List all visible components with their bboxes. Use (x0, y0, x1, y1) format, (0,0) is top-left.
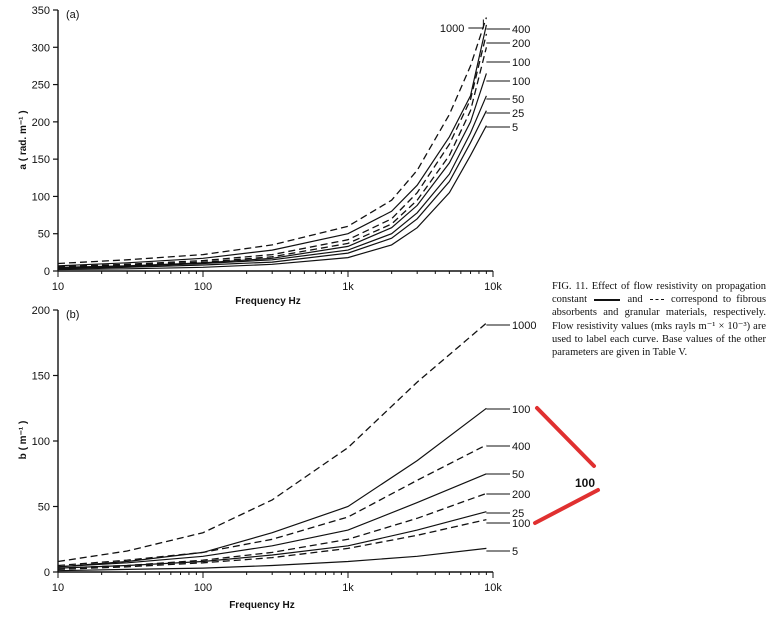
series-label: 1000 (439, 23, 465, 35)
series-line-100 (58, 47, 486, 267)
x-tick-label: 10k (484, 281, 502, 293)
series-label: 5 (512, 546, 519, 558)
x-axis-label: Frequency Hz (229, 600, 295, 611)
series-line-100 (58, 73, 486, 267)
y-tick-label: 300 (31, 42, 50, 55)
annotation-stroke-lower (535, 490, 598, 523)
series-label: 100 (512, 404, 531, 416)
panel-label: (b) (66, 309, 80, 321)
x-tick-label: 1k (342, 281, 354, 293)
y-tick-label: 100 (31, 436, 50, 448)
series-label: 400 (512, 24, 531, 36)
x-tick-label: 100 (193, 281, 213, 293)
series-label: 25 (512, 508, 525, 520)
series-line-200 (58, 34, 486, 267)
x-tick-label: 10 (51, 281, 65, 293)
series-line-100 (58, 408, 486, 567)
series-label: 50 (512, 94, 525, 106)
y-axis-label: a ( rad. m⁻¹ ) (18, 110, 29, 170)
legend-solid-line-icon (594, 299, 620, 301)
caption-part1: FIG. 11. Effect of flow resistivity on propagation constant (552, 281, 766, 306)
y-tick-label: 200 (31, 116, 50, 129)
series-line-1000 (58, 18, 486, 264)
series-label: 200 (512, 489, 531, 501)
y-tick-label: 0 (43, 266, 50, 278)
series-label: 400 (512, 441, 531, 453)
y-tick-label: 150 (31, 154, 50, 167)
y-tick-label: 250 (31, 79, 50, 92)
series-label: 100 (512, 518, 531, 530)
y-tick-label: 350 (31, 5, 50, 17)
caption-and: and (627, 294, 643, 306)
series-label: 100 (512, 76, 531, 88)
series-label: 200 (512, 38, 531, 50)
legend-dashed-line-icon (650, 299, 664, 300)
y-tick-label: 100 (31, 191, 50, 204)
panel-label: (a) (66, 9, 80, 21)
figure-caption (552, 280, 766, 359)
annotation-label: 100 (575, 476, 596, 490)
y-tick-label: 50 (37, 501, 50, 514)
x-tick-label: 10 (51, 582, 65, 594)
y-tick-label: 50 (37, 228, 50, 241)
y-tick-label: 150 (31, 370, 50, 383)
series-line-5 (58, 126, 486, 270)
y-tick-label: 0 (43, 567, 50, 579)
series-label: 25 (512, 108, 525, 120)
x-tick-label: 10k (484, 582, 502, 594)
series-label: 5 (512, 122, 519, 134)
caption-part2: correspond to fibrous absorbents and granular materials, respectively. Flow resistivity values (mks rayls m⁻¹ × 10⁻³) are used to label each curve. Base values of the other parameters are given in Table V. (552, 294, 767, 359)
y-tick-label: 200 (31, 305, 50, 317)
panel-a (18, 5, 530, 307)
y-axis-label: b ( m⁻¹ ) (18, 420, 29, 460)
series-line-1000 (58, 323, 486, 561)
series-line-400 (58, 25, 486, 266)
series-line-200 (58, 493, 486, 568)
x-tick-label: 100 (193, 582, 213, 594)
series-line-400 (58, 445, 486, 566)
red-annotation (535, 408, 598, 523)
label-leader-line (468, 19, 483, 28)
x-tick-label: 1k (342, 582, 354, 594)
x-axis-label: Frequency Hz (235, 296, 301, 307)
series-line-50 (58, 96, 486, 268)
panel-b (18, 305, 536, 611)
series-label: 1000 (512, 320, 537, 332)
series-label: 100 (512, 57, 531, 69)
series-label: 50 (512, 469, 525, 481)
annotation-stroke-upper (537, 408, 594, 466)
